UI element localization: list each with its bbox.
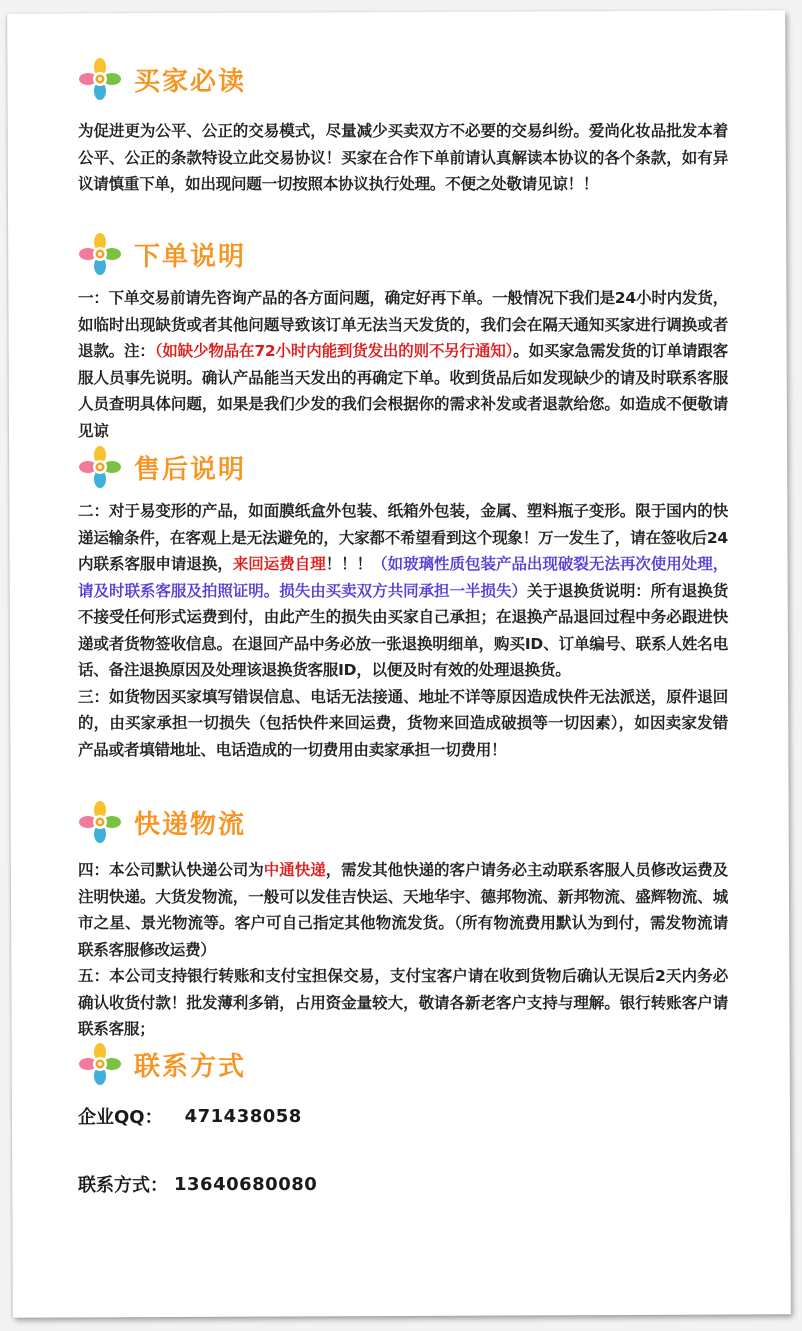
highlight-red-text: （如缺少物品在72小时内能到货发出的则不另行通知） <box>154 342 514 360</box>
qq-label: 企业QQ： <box>78 1107 163 1128</box>
phone-row <box>78 1171 728 1197</box>
section-title: 售后说明 <box>134 454 247 485</box>
phone-label: 联系方式： <box>78 1175 168 1196</box>
paragraph <box>78 285 728 444</box>
text-run: 。如买家急需发货的订单请跟客服人员事先说明。确认产品能当天发出的再确定下单。收到货品后如发现缺少的请及时联系客服人员查明具体问题，如果是我们少发的我们会根据你的需求补发或者退款给您。如造成不便敬请见谅 <box>78 342 728 440</box>
section-title: 下单说明 <box>134 241 247 272</box>
text-run: 三：如货物因买家填写错误信息、电话无法接通、地址不详等原因造成快件无法派送，原件退回的，由买家承担一切损失（包括快件来回运费，货物来回造成破损等一切因素），如因卖家发错产品或者填错地址、电话造成的一切费用由卖家承担一切费用！ <box>78 687 728 759</box>
section-contact <box>78 1039 728 1197</box>
section-heading <box>78 1039 728 1089</box>
section-body <box>78 285 728 444</box>
section-heading <box>78 442 728 492</box>
phone-value[interactable]: 13640680080 <box>174 1173 318 1195</box>
text-run: 一：下单交易前请先咨询产品的各方面问题，确定好再下单。一般情况下我们是24小时内发货，如临时出现缺货或者其他问题导致该订单无法当天发货的，我们会在隔天通知买家进行调换或者退款。注： <box>78 289 728 360</box>
clover-logo-icon <box>78 57 122 101</box>
text-run: 二：对于易变形的产品，如面膜纸盒外包装、纸箱外包装，金属、塑料瓶子变形。限于国内的快递运输条件，在客观上是无法避免的，大家都不希望看到这个现象！万一发生了，请在签收后24内联系客服申请退换， <box>78 502 728 573</box>
qq-row <box>78 1103 728 1129</box>
highlight-red-text: 中通快递 <box>263 861 326 879</box>
text-run: 四：本公司默认快递公司为 <box>78 861 264 879</box>
section-express-logistics <box>78 797 728 1043</box>
section-body <box>78 498 728 763</box>
clover-logo-icon <box>78 1042 122 1086</box>
paragraph <box>78 684 728 764</box>
text-run: 五：本公司支持银行转账和支付宝担保交易，支付宝客户请在收到货物后确认无误后2天内务必确认收货付款！批发薄利多销，占用资金量较大，敬请各新老客户支持与理解。银行转账客户请联系客服； <box>78 967 728 1038</box>
text-run: 为促进更为公平、公正的交易模式，尽量减少买卖双方不必要的交易纠纷。爱尚化妆品批发本着公平、公正的条款特设立此交易协议！买家在合作下单前请认真解读本协议的各个条款，如有异议请慎重下单，如出现问题一切按照本协议执行处理。不便之处敬请见谅！！ <box>78 122 728 193</box>
section-title: 联系方式 <box>134 1051 247 1082</box>
text-run: ，需发其他快递的客户请务必主动联系客服人员修改运费及注明快递。大货发物流，一般可以发佳吉快运、天地华宇、德邦物流、新邦物流、盛辉物流、城市之星、景光物流等。客户可自己指定其他物流发货。（所有物流费用默认为到付，需发物流请联系客服修改运费） <box>78 861 728 959</box>
section-body <box>78 857 728 1043</box>
paragraph <box>78 498 728 684</box>
paragraph <box>78 857 728 963</box>
section-title: 买家必读 <box>134 66 247 97</box>
section-after-sales <box>78 442 728 763</box>
paragraph <box>78 118 728 198</box>
highlight-blue-text: （如玻璃性质包装产品出现破裂无法再次使用处理，请及时联系客服及拍照证明。损失由买卖双方共同承担一半损失） <box>78 555 728 600</box>
section-heading <box>78 797 728 847</box>
paragraph <box>78 963 728 1043</box>
section-body <box>78 118 728 198</box>
qq-value[interactable]: 471438058 <box>184 1105 302 1127</box>
text-run: 关于退换货说明：所有退换货不接受任何形式运费到付，由此产生的损失由买家自己承担；在退换产品退回过程中务必跟进快递或者货物签收信息。在退回产品中务必放一张退换明细单，购买ID、订单编号、联系人姓名电话、备注退换原因及处理该退换货客服ID，以便及时有效的处理退换货。 <box>78 581 729 679</box>
clover-logo-icon <box>78 232 122 276</box>
text-run: ！！！ <box>325 555 373 573</box>
section-heading <box>78 229 728 279</box>
section-buyer-notice <box>78 54 728 198</box>
section-title: 快递物流 <box>134 809 247 840</box>
section-heading <box>78 54 728 104</box>
section-order-instructions <box>78 229 728 444</box>
clover-logo-icon <box>78 800 122 844</box>
highlight-red-text: 来回运费自理 <box>232 555 326 573</box>
clover-logo-icon <box>78 445 122 489</box>
